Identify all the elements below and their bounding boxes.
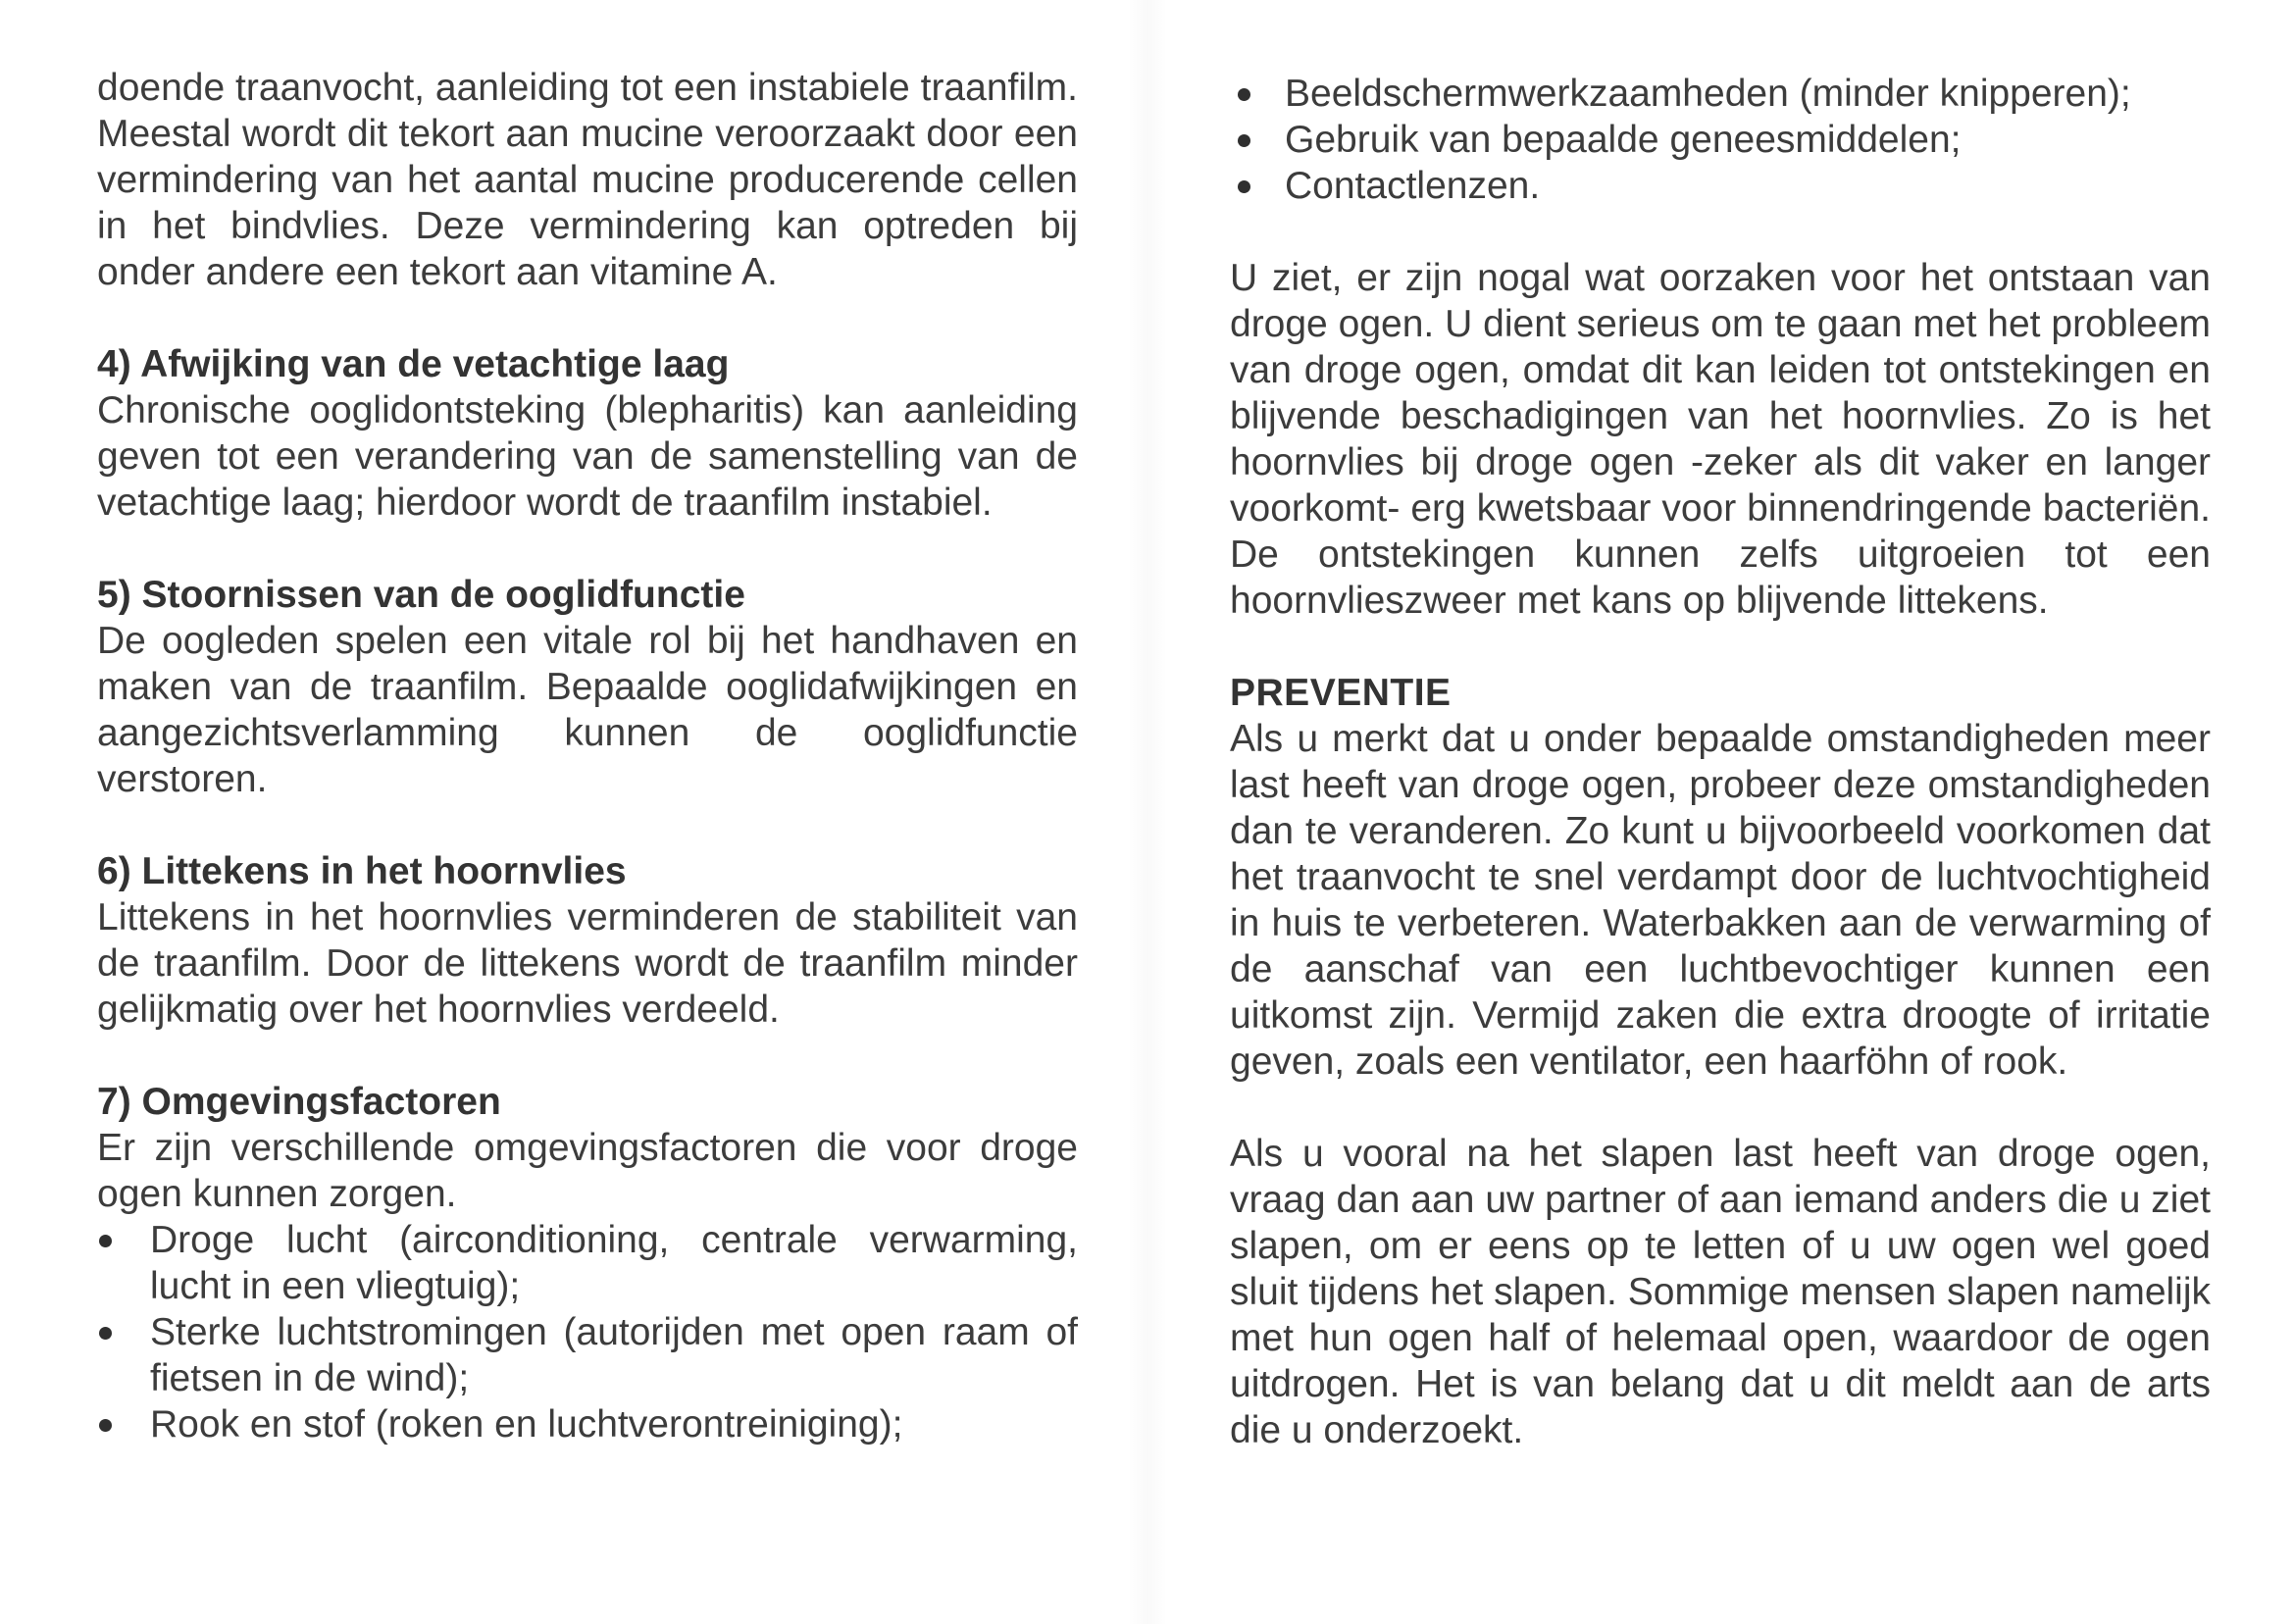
section-heading-5: 5) Stoornissen van de ooglidfunctie	[97, 574, 745, 616]
bullet-icon	[99, 1235, 112, 1247]
list-item	[1230, 163, 2211, 209]
causes-paragraph: U ziet, er zijn nogal wat oorzaken voor het ontstaan van droge ogen. U dient serieus om te gaan met het probleem van droge ogen, omdat dit kan leiden tot ontstekingen en blijvende beschadigingen van het hoornvlies. Zo is het hoornvlies bij droge ogen -zeker als dit vaker en langer voorkomt- erg kwetsbaar voor binnendringende bacteriën. De ontstekingen kunnen zelfs uitgroeien tot een hoornvlieszweer met kans op blijvende littekens.	[1230, 257, 2211, 622]
bullet-icon	[99, 1327, 112, 1340]
section-body-5: De oogleden spelen een vitale rol bij het handhaven en maken van de traanfilm. Bepaalde ooglidafwijkingen en aangezichtsverlamming kunnen de ooglidfunctie verstoren.	[97, 620, 1078, 800]
bullet-icon	[1238, 134, 1250, 147]
list-item-text: Gebruik van bepaalde geneesmiddelen;	[1285, 119, 1962, 161]
list-item-text: Droge lucht (airconditioning, centrale verwarming, lucht in een vliegtuig);	[150, 1219, 1078, 1307]
right-text-column	[1230, 71, 2211, 1453]
prevention-heading: PREVENTIE	[1230, 672, 1452, 714]
intro-paragraph: doende traanvocht, aanleiding tot een instabiele traanfilm. Meestal wordt dit tekort aan mucine veroorzaakt door een vermindering van het aantal mucine producerende cellen in het bindvlies. Deze vermindering kan optreden bij onder andere een tekort aan vitamine A.	[97, 67, 1078, 293]
list-item-text: Sterke luchtstromingen (autorijden met open raam of fietsen in de wind);	[150, 1311, 1078, 1399]
list-item	[1230, 117, 2211, 163]
section-heading-4: 4) Afwijking van de vetachtige laag	[97, 343, 730, 385]
section-heading-7: 7) Omgevingsfactoren	[97, 1081, 501, 1123]
section-heading-6: 6) Littekens in het hoornvlies	[97, 850, 627, 892]
list-item-text: Rook en stof (roken en luchtverontreiniging);	[150, 1403, 903, 1446]
bullet-icon	[99, 1419, 112, 1432]
prevention-paragraph: Als u merkt dat u onder bepaalde omstandigheden meer last heeft van droge ogen, probeer deze omstandigheden dan te veranderen. Zo kunt u bijvoorbeeld voorkomen dat het traanvocht te snel verdampt door de luchtvochtigheid in huis te verbeteren. Waterbakken aan de verwarming of de aanschaf van een luchtbevochtiger kunnen een uitkomst zijn. Vermijd zaken die extra droogte of irritatie geven, zoals een ventilator, een haarföhn of rook.	[1230, 718, 2211, 1083]
left-text-column	[97, 65, 1078, 1447]
list-item	[97, 1401, 1078, 1447]
environment-factors-list	[97, 1217, 1078, 1447]
list-item	[97, 1217, 1078, 1309]
right-page	[1147, 0, 2294, 1624]
bullet-icon	[1238, 88, 1250, 101]
sleep-paragraph: Als u vooral na het slapen last heeft van droge ogen, vraag dan aan uw partner of aan iemand anders die u ziet slapen, om er eens op te letten of u uw ogen wel goed sluit tijdens het slapen. Sommige mensen slapen namelijk met hun ogen half of helemaal open, waardoor de ogen uitdrogen. Het is van belang dat u dit meldt aan de arts die u onderzoekt.	[1230, 1133, 2211, 1451]
list-item-text: Contactlenzen.	[1285, 165, 1541, 207]
section-body-6: Littekens in het hoornvlies verminderen de stabiliteit van de traanfilm. Door de littekens wordt de traanfilm minder gelijkmatig over het hoornvlies verdeeld.	[97, 896, 1078, 1031]
section-body-4: Chronische ooglidontsteking (blepharitis) kan aanleiding geven tot een verandering van de samenstelling van de vetachtige laag; hierdoor wordt de traanfilm instabiel.	[97, 389, 1078, 524]
list-item	[1230, 71, 2211, 117]
list-item	[97, 1309, 1078, 1401]
section-body-7: Er zijn verschillende omgevingsfactoren die voor droge ogen kunnen zorgen.	[97, 1127, 1078, 1215]
list-item-text: Beeldschermwerkzaamheden (minder knipperen);	[1285, 73, 2131, 115]
environment-factors-list-continued	[1230, 71, 2211, 209]
bullet-icon	[1238, 180, 1250, 193]
